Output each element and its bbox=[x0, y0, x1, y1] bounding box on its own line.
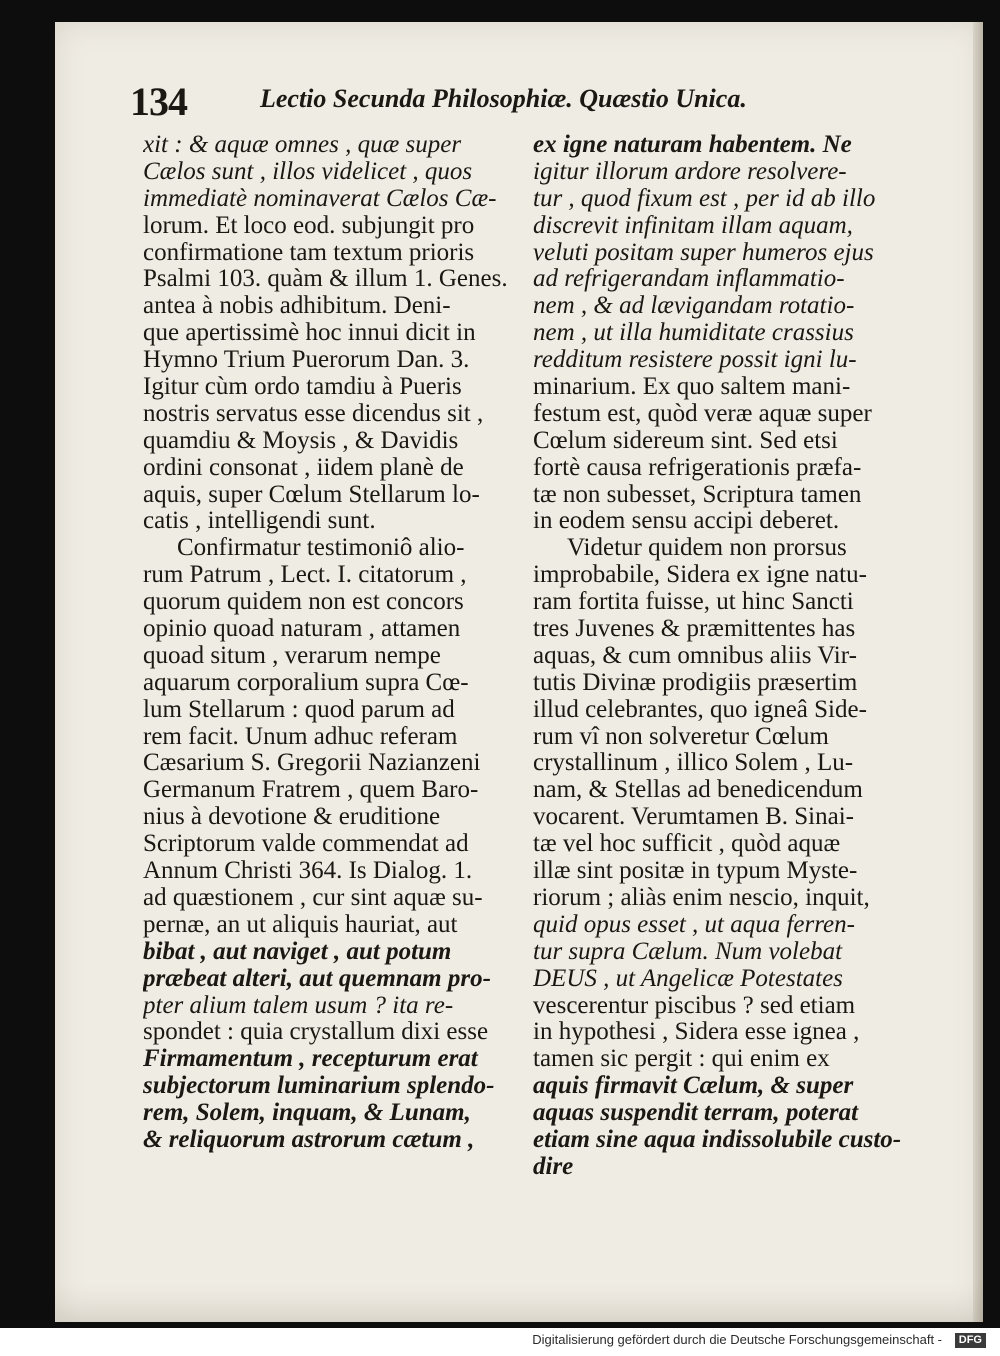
right-column-text-line: tæ vel hoc sufficit , quòd aquæ bbox=[533, 831, 841, 858]
right-column-text-line: in hypothesi , Sidera esse ignea , bbox=[533, 1019, 860, 1046]
dfg-logo: DFG bbox=[955, 1333, 986, 1348]
right-column-text-line: tur , quod fixum est , per id ab illo bbox=[533, 185, 876, 212]
page-edge bbox=[973, 22, 983, 1322]
left-column-text-line: Confirmatur testimoniô alio- bbox=[177, 535, 465, 562]
right-column-text-line: in eodem sensu accipi deberet. bbox=[533, 508, 840, 535]
left-column-text-line: Psalmi 103. quàm & illum 1. Genes. bbox=[143, 266, 508, 293]
left-column-text-line: Cælos sunt , illos videlicet , quos bbox=[143, 158, 473, 185]
left-column-text-line: Firmamentum , recepturum erat bbox=[143, 1046, 478, 1073]
footer-credit: Digitalisierung gefördert durch die Deutsche Forschungsgemeinschaft - bbox=[532, 1332, 942, 1347]
left-column-text-line: quoad situm , verarum nempe bbox=[143, 642, 441, 669]
left-column-text-line: Cæsarium S. Gregorii Nazianzeni bbox=[143, 750, 481, 777]
right-column-text-line: rum vî non solveretur Cœlum bbox=[533, 723, 829, 750]
right-column-text-line: tæ non subesset, Scriptura tamen bbox=[533, 481, 862, 508]
right-column-text-line: dire bbox=[533, 1153, 574, 1180]
left-column-text-line: lorum. Et loco eod. subjungit pro bbox=[143, 212, 475, 239]
right-column-text-line: aquis firmavit Cælum, & super bbox=[533, 1073, 854, 1100]
left-column-text-line: & reliquorum astrorum cætum , bbox=[143, 1126, 475, 1153]
left-column-text-line: præbeat alteri, aut quemnam pro- bbox=[143, 965, 491, 992]
right-column-text-line: Videtur quidem non prorsus bbox=[567, 535, 847, 562]
right-column-text-line: DEUS , ut Angelicæ Potestates bbox=[533, 965, 843, 992]
right-column-text-line: crystallinum , illico Solem , Lu- bbox=[533, 750, 854, 777]
right-column-text-line: festum est, quòd veræ aquæ super bbox=[533, 400, 872, 427]
right-column-text-line: riorum ; aliàs enim nescio, inquit, bbox=[533, 884, 870, 911]
left-column-text-line: que apertissimè hoc innui dicit in bbox=[143, 320, 476, 347]
left-column-text-line: subjectorum luminarium splendo- bbox=[143, 1073, 495, 1100]
right-column-text-line: nem , ut illa humiditate crassius bbox=[533, 320, 854, 347]
left-column-text-line: lum Stellarum : quod parum ad bbox=[143, 696, 455, 723]
right-column-text-line: tur supra Cælum. Num volebat bbox=[533, 938, 843, 965]
left-column-text-line: aquarum corporalium supra Cœ- bbox=[143, 669, 469, 696]
left-column-text-line: pter alium talem usum ? ita re- bbox=[143, 992, 454, 1019]
right-column-text-line: aquas, & cum omnibus aliis Vir- bbox=[533, 642, 857, 669]
right-column-text-line: ex igne naturam habentem. Ne bbox=[533, 132, 852, 158]
left-column-text-line: rem, Solem, inquam, & Lunam, bbox=[143, 1100, 471, 1127]
left-column-text-line: spondet : quia crystallum dixi esse bbox=[143, 1019, 489, 1046]
left-text-column bbox=[143, 132, 518, 1192]
right-column-text-line: nam, & Stellas ad benedicendum bbox=[533, 777, 863, 804]
digitization-footer bbox=[0, 1328, 1000, 1356]
left-column-text-line: Annum Christi 364. Is Dialog. 1. bbox=[143, 858, 473, 885]
right-column-text-line: nem , & ad lævigandam rotatio- bbox=[533, 293, 855, 320]
right-column-text-line: fortè causa refrigerationis præfa- bbox=[533, 454, 862, 481]
left-column-text-line: rem facit. Unum adhuc referam bbox=[143, 723, 458, 750]
right-column-text-line: improbabile, Sidera ex igne natu- bbox=[533, 562, 867, 589]
right-column-text-line: tamen sic pergit : qui enim ex bbox=[533, 1046, 830, 1073]
left-column-text-line: nostris servatus esse dicendus sit , bbox=[143, 400, 484, 427]
right-column-text-line: ram fortita fuisse, ut hinc Sancti bbox=[533, 589, 854, 616]
left-column-text-line: quamdiu & Moysis , & Davidis bbox=[143, 427, 459, 454]
right-column-text-line: vocarent. Verumtamen B. Sinai- bbox=[533, 804, 854, 831]
right-column-text-line: tutis Divinæ prodigiis præsertim bbox=[533, 669, 858, 696]
left-column-text-line: rum Patrum , Lect. I. citatorum , bbox=[143, 562, 467, 589]
left-column-text-line: nius à devotione & eruditione bbox=[143, 804, 441, 831]
left-column-text-line: ad quæstionem , cur sint aquæ su- bbox=[143, 884, 483, 911]
left-column-text-line: antea à nobis adhibitum. Deni- bbox=[143, 293, 451, 320]
left-column-text-line: immediatè nominaverat Cælos Cæ- bbox=[143, 185, 497, 212]
right-column-text-line: tres Juvenes & præmittentes has bbox=[533, 616, 856, 643]
running-title: Lectio Secunda Philosophiæ. Quæstio Unica. bbox=[260, 84, 747, 113]
right-column-text-line: veluti positam super humeros ejus bbox=[533, 239, 874, 266]
right-column-text-line: discrevit infinitam illam aquam, bbox=[533, 212, 853, 239]
right-text-column bbox=[533, 132, 908, 1192]
right-column-text-line: ad refrigerandam inflammatio- bbox=[533, 266, 845, 293]
right-column-text-line: quid opus esset , ut aqua ferren- bbox=[533, 911, 855, 938]
left-column-text-line: xit : & aquæ omnes , quæ super bbox=[143, 132, 462, 158]
left-column-text-line: opinio quoad naturam , attamen bbox=[143, 616, 461, 643]
right-column-text-line: illud celebrantes, quo igneâ Side- bbox=[533, 696, 867, 723]
page-number: 134 bbox=[130, 79, 187, 124]
left-column-text-line: pernæ, an ut aliquis hauriat, aut bbox=[143, 911, 458, 938]
left-column-text-line: aquis, super Cœlum Stellarum lo- bbox=[143, 481, 480, 508]
page-header bbox=[130, 78, 850, 128]
left-column-text-line: bibat , aut naviget , aut potum bbox=[143, 938, 452, 965]
left-column-text-line: Hymno Trium Puerorum Dan. 3. bbox=[143, 347, 470, 374]
left-column-text-line: Germanum Fratrem , quem Baro- bbox=[143, 777, 479, 804]
left-column-text-line: confirmatione tam textum prioris bbox=[143, 239, 475, 266]
page-shadow bbox=[55, 1282, 983, 1322]
right-column-text-line: aquas suspendit terram, poterat bbox=[533, 1100, 859, 1127]
left-column-text-line: catis , intelligendi sunt. bbox=[143, 508, 376, 535]
left-column-text-line: Igitur cùm ordo tamdiu à Pueris bbox=[143, 374, 462, 401]
right-column-text-line: redditum resistere possit igni lu- bbox=[533, 347, 857, 374]
right-column-text-line: minarium. Ex quo saltem mani- bbox=[533, 374, 851, 401]
right-column-text-line: etiam sine aqua indissolubile custo- bbox=[533, 1126, 902, 1153]
left-column-text-line: Scriptorum valde commendat ad bbox=[143, 831, 469, 858]
right-column-text-line: illæ sint positæ in typum Myste- bbox=[533, 858, 858, 885]
left-column-text-line: ordini consonat , iidem planè de bbox=[143, 454, 464, 481]
right-column-text-line: Cœlum sidereum sint. Sed etsi bbox=[533, 427, 838, 454]
right-column-text-line: vescerentur piscibus ? sed etiam bbox=[533, 992, 856, 1019]
left-column-text-line: quorum quidem non est concors bbox=[143, 589, 464, 616]
right-column-text-line: igitur illorum ardore resolvere- bbox=[533, 158, 847, 185]
